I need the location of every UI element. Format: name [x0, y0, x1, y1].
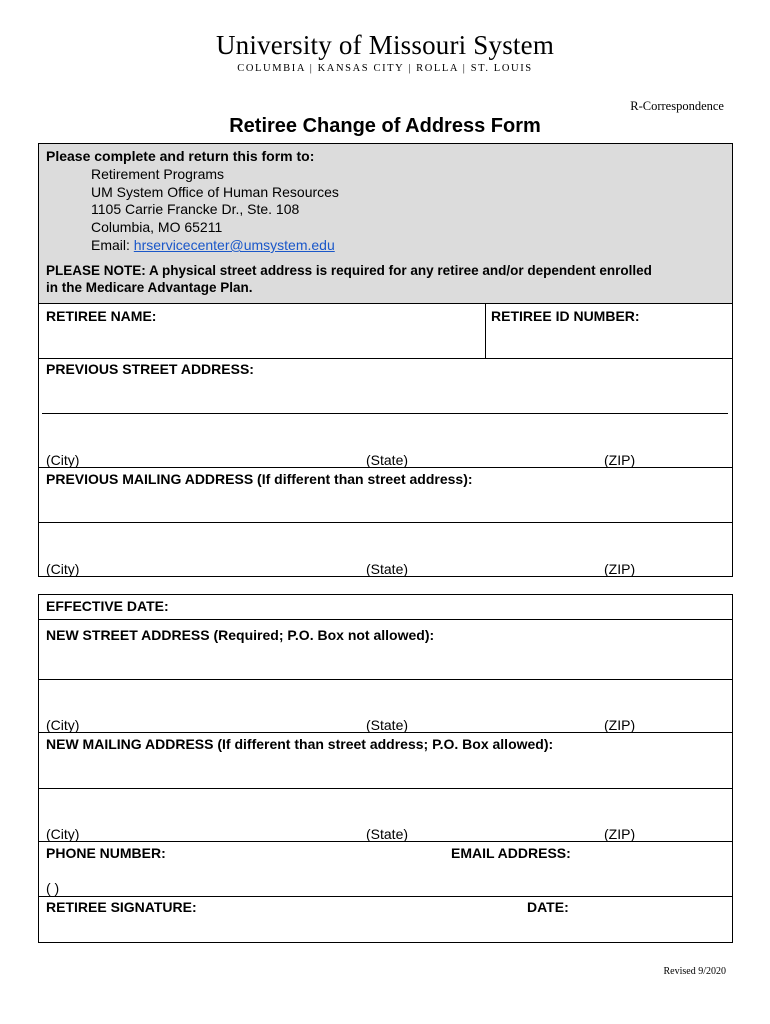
retiree-id-label: RETIREE ID NUMBER: [491, 308, 640, 324]
divider [39, 619, 732, 620]
zip-label: (ZIP) [604, 717, 636, 733]
email-label: Email: [91, 237, 134, 253]
state-label: (State) [366, 717, 409, 733]
date-label: DATE: [527, 899, 569, 915]
document-code: R-Correspondence [630, 99, 724, 113]
previous-mailing-label: PREVIOUS MAILING ADDRESS (If different than street address): [46, 471, 473, 487]
revision-note: Revised 9/2020 [663, 966, 726, 977]
phone-area-code-parens: ( ) [46, 880, 60, 896]
email-line [91, 237, 335, 253]
note-line-1: PLEASE NOTE: A physical street address is required for any retiree and/or dependent enrolled [46, 263, 652, 278]
zip-label: (ZIP) [604, 826, 636, 842]
new-mailing-label: NEW MAILING ADDRESS (If different than street address; P.O. Box allowed): [46, 736, 554, 752]
state-label: (State) [366, 452, 409, 468]
divider [39, 841, 732, 842]
divider [39, 522, 732, 523]
divider [39, 467, 732, 468]
form-section-new [38, 594, 733, 943]
previous-street-label: PREVIOUS STREET ADDRESS: [46, 361, 254, 377]
divider [39, 896, 732, 897]
state-label: (State) [366, 561, 409, 577]
city-label: (City) [46, 561, 80, 577]
divider [39, 679, 732, 680]
state-label: (State) [366, 826, 409, 842]
campus-list: COLUMBIA | KANSAS CITY | ROLLA | ST. LOUIS [237, 63, 533, 74]
city-label: (City) [46, 826, 80, 842]
divider [485, 303, 486, 358]
divider [39, 358, 732, 359]
divider [39, 732, 732, 733]
divider [39, 303, 732, 304]
divider [39, 788, 732, 789]
city-label: (City) [46, 717, 80, 733]
city-label: (City) [46, 452, 80, 468]
address-line: Columbia, MO 65211 [91, 219, 223, 235]
effective-date-label: EFFECTIVE DATE: [46, 598, 169, 614]
instructions-panel [39, 144, 732, 303]
address-write-line [42, 413, 728, 414]
note-line-2: in the Medicare Advantage Plan. [46, 280, 253, 295]
address-line: UM System Office of Human Resources [91, 184, 339, 200]
email-link[interactable]: hrservicecenter@umsystem.edu [133, 237, 335, 253]
email-address-label: EMAIL ADDRESS: [451, 845, 571, 861]
form-title: Retiree Change of Address Form [229, 115, 541, 137]
retiree-name-label: RETIREE NAME: [46, 308, 157, 324]
zip-label: (ZIP) [604, 561, 636, 577]
form-section-previous [38, 143, 733, 577]
phone-number-label: PHONE NUMBER: [46, 845, 166, 861]
zip-label: (ZIP) [604, 452, 636, 468]
address-line: 1105 Carrie Francke Dr., Ste. 108 [91, 201, 300, 217]
address-line: Retirement Programs [91, 166, 225, 182]
institution-name: University of Missouri System [215, 30, 555, 60]
new-street-label: NEW STREET ADDRESS (Required; P.O. Box not allowed): [46, 627, 435, 643]
instructions-heading: Please complete and return this form to: [46, 148, 315, 164]
retiree-signature-label: RETIREE SIGNATURE: [46, 899, 197, 915]
